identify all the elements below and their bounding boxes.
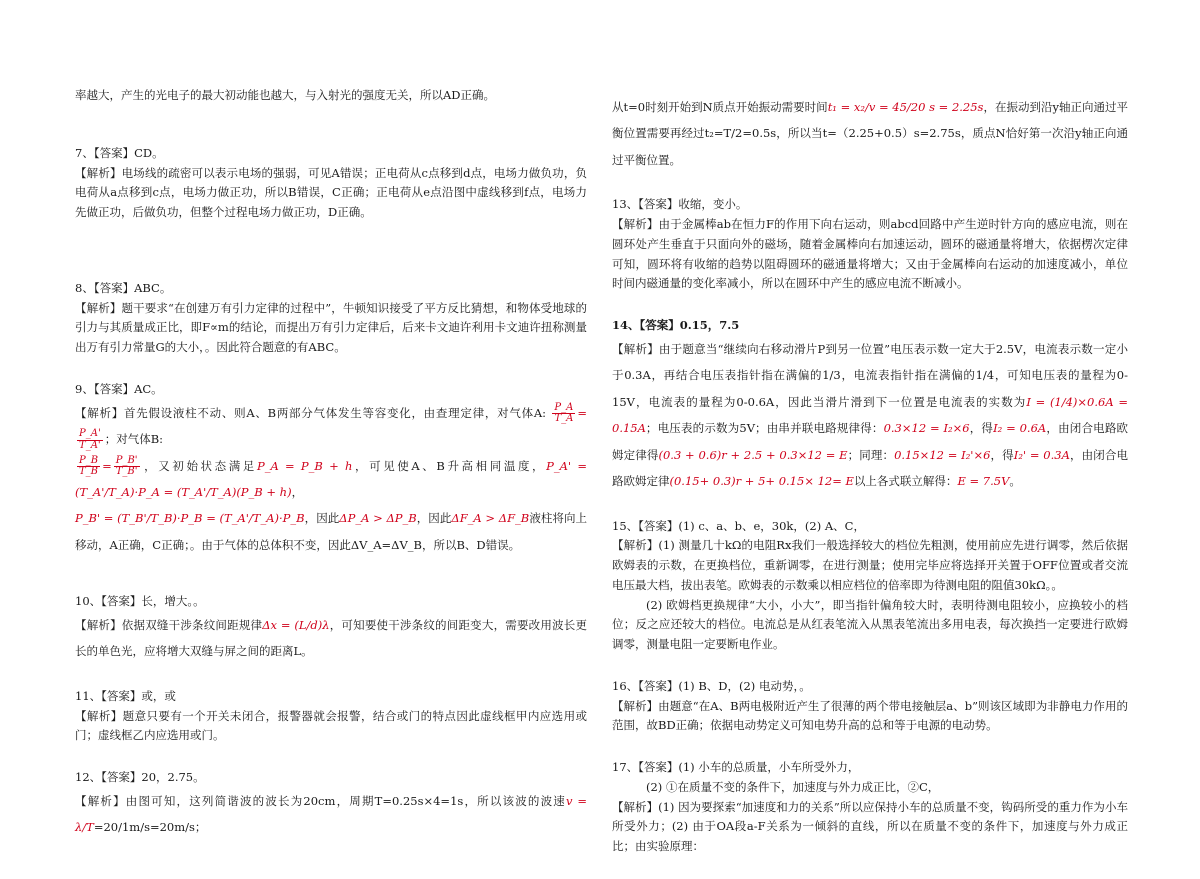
q9-block	[75, 380, 587, 558]
delta-p: ΔP_A > ΔP_B	[339, 511, 417, 526]
right-column	[612, 94, 1128, 879]
eq-2: I₂ = 0.6A	[993, 421, 1047, 436]
q15-analysis-1: 【解析】(1) 测量几十kΩ的电阻Rx我们一般选择较大的档位先粗测，使用前应先进行调零，然后依据欧姆表的示数，在更换档位，重新调零，在进行测量；使用完毕应将选择开关置于OFF位置或者交流电压最大档，拔出表笔。欧姆表的示数乘以相应档位的倍率即为待测电阻的阻值30kΩ。。	[612, 538, 1128, 592]
eq-3: (0.3 + 0.6)r + 2.5 + 0.3×12 = E	[658, 447, 848, 462]
q16-answer: 16、【答案】(1) B、D，(2) 电动势，。	[612, 678, 811, 693]
q11-block	[75, 687, 587, 746]
q11-answer: 11、【答案】或，或	[75, 688, 176, 703]
eq-b-left: $\frac{P\_B}{T\_B}$	[79, 454, 99, 478]
current-i: I = (1/4)×0.6A = 0.15A	[612, 394, 1128, 436]
q12-analysis: 【解析】由图可知，这列简谐波的波长为20cm，周期T=0.25s×4=1s，所以该波的波速v = λ/T=20/1m/s=20m/s；	[75, 793, 587, 835]
q17-answer: 17、【答案】(1) 小车的总质量，小车所受外力，	[612, 760, 860, 775]
time-t1: t₁ = x₂/v = 45/20 s = 2.25s	[827, 100, 984, 114]
q9-answer: 9、【答案】AC。	[75, 381, 163, 396]
eq-5: I₂' = 0.3A	[1013, 447, 1070, 462]
q10-analysis: 【解析】依据双缝干涉条纹间距规律Δx = (L/d)λ，可知要使干涉条纹的间距变大，需要改用波长更长的单色光，应将增大双缝与屏之间的距离L。	[75, 618, 587, 659]
delta-f: ΔF_A > ΔF_B	[451, 511, 530, 526]
q12-continued	[612, 94, 1128, 173]
q9-analysis-3: P_B' = (T_B'/T_B)·P_B = (T_A'/T_A)·P_B，因此ΔP_A > ΔP_B，因此ΔF_A > ΔF_B液柱将向上移动，A正确，C正确；。由于气体的总体积不变，因此ΔV_A=ΔV_B，所以B、D错误。	[75, 511, 588, 552]
q15-answer: 15、【答案】(1) c、a、b、e，30k，(2) A、C，	[612, 518, 865, 533]
q8-block	[75, 279, 587, 358]
q13-analysis: 【解析】由于金属棒ab在恒力F的作用下向右运动，则abcd回路中产生逆时针方向的感应电流，则在圆环处产生垂直于只面向外的磁场，随着金属棒向右加速运动，圆环的磁通量将增大，依据楞次定律可知，圆环将有收缩的趋势以阻碍圆环的磁通量将增大；又由于金属棒向右运动的加速度减小，单位时间内磁通量的变化率减小，所以在圆环中产生的感应电流不断减小。	[612, 217, 1128, 291]
q11-analysis: 【解析】题意只要有一个开关未闭合，报警器就会报警，结合或门的特点因此虚线框甲内应选用或门；虚线框乙内应选用或门。	[75, 708, 587, 743]
q9-analysis-1: 【解析】首先假设液柱不动、则A、B两部分气体发生等容变化，由查理定律，对气体A: $\frac{P\_A}{T\_A}$ = $\frac{P\_A'}{T\_A'}$ ；对气体B:	[75, 401, 588, 451]
q15-block	[612, 517, 1128, 655]
left-column	[75, 86, 587, 863]
wave-speed: v = λ/T	[75, 793, 587, 835]
q17-sub-answer: (2) ①在质量不变的条件下，加速度与外力成正比，②C，	[646, 779, 940, 794]
eq-4: 0.15×12 = I₂'×6	[894, 447, 991, 462]
q17-block	[612, 758, 1128, 857]
q17-analysis: 【解析】(1) 因为要探索“加速度和力的关系”所以应保持小车的总质量不变，钩码所受的重力作为小车所受外力；(2) 由于OA段a-F关系为一倾斜的直线，所以在质量不变的条件下，加速度与外力成正比；由实验原理：	[612, 799, 1128, 854]
q10-block	[75, 592, 587, 665]
q12-block	[75, 768, 587, 841]
q14-analysis: 【解析】由于题意当“继续向右移动滑片P到另一位置”电压表示数一定大于2.5V，电流表示数一定小于0.3A，再结合电压表指针指在满偏的1/3，电流表指针指在满偏的1/4，可知电压表的量程为0-15V，电流表的量程为0-0.6A，因此当滑片滑到下一位置是电流表的实数为I = (1/4)×0.6A = 0.15A；电压表的示数为5V；由串并联电路规律得：0.3×12 = I₂×6，得I₂ = 0.6A，由闭合电路欧姆定律得(0.3 + 0.6)r + 2.5 + 0.3×12 = E；同理：0.15×12 = I₂'×6，得I₂' = 0.3A，由闭合电路欧姆定律(0.15+ 0.3)r + 5+ 0.15× 12= E以上各式联立解得：E = 7.5V。	[612, 341, 1129, 489]
q8-answer: 8、【答案】ABC。	[75, 280, 172, 295]
eq-a-left: $\frac{P\_A}{T\_A}$	[554, 401, 574, 425]
pa-expression: P_A' = (T_A'/T_A)·P_A = (T_A'/T_A)(P_B + h)	[75, 458, 587, 499]
pb-expression: P_B' = (T_B'/T_B)·P_B = (T_A'/T_A)·P_B	[75, 511, 305, 526]
eq-b-right: $\frac{P\_B'}{T\_B'}$	[115, 454, 138, 478]
q7-analysis: 【解析】电场线的疏密可以表示电场的强弱，可见A错误；正电荷从c点移到d点，电场力做负功，负电荷从a点移到c点，电场力做正功，所以B错误，C正确；正电荷从e点沿图中虚线移到f点，电场力先做正功，后做负功，但整个过程电场力做正功，D正确。	[75, 165, 587, 220]
q14-block	[612, 316, 1128, 494]
q6-tail	[75, 86, 587, 106]
q7-block	[75, 144, 587, 223]
q15-analysis-2: (2) 欧姆档更换规律“大小，小大”，即当指针偏角较大时，表明待测电阻较小，应换较小的档位；反之应还较大的档位。电流总是从红表笔流入从黑表笔流出多用电表，每次换挡一定要进行欧姆调零，测量电阻一定要断电作业。	[612, 597, 1128, 652]
q10-answer: 10、【答案】长，增大。。	[75, 594, 205, 609]
eq-a-right: $\frac{P\_A'}{T\_A'}$	[79, 428, 101, 451]
eq-6: (0.15+ 0.3)r + 5+ 0.15× 12= E	[669, 474, 854, 489]
q16-block	[612, 677, 1128, 736]
q13-block	[612, 195, 1128, 294]
q16-analysis: 【解析】由题意“在A、B两电极附近产生了很薄的两个带电接触层a、b”则该区域即为非静电力作用的范围，故BD正确；依据电动势定义可知电势升高的总和等于电源的电动势。	[612, 698, 1128, 733]
q14-answer: 14、【答案】0.15，7.5	[612, 318, 740, 333]
q12-analysis-cont: 从t=0时刻开始到N质点开始振动需要时间t₁ = x₂/v = 45/20 s = 2.25s，在振动到沿y轴正向通过平衡位置需要再经过t₂=T/2=0.5s，所以当t=（2.25+0.5）s=2.75s，质点N恰好第一次沿y轴正向通过平衡位置。	[612, 100, 1128, 167]
init-condition: P_A = P_B + h	[256, 458, 353, 473]
eq-1: 0.3×12 = I₂×6	[883, 421, 970, 436]
q9-analysis-2: $\frac{P\_B}{T\_B}$ = $\frac{P\_B'}{T\_B'}$ ，又初始状态满足P_A = P_B + h，可见使A、B升高相同温度，P_A' = (T_A'/T_A)·P_A = (T_A'/T_A)(P_B + h)，	[75, 454, 587, 499]
q13-answer: 13、【答案】收缩，变小。	[612, 197, 748, 212]
eq-7: E = 7.5V	[957, 474, 1010, 489]
q6-analysis-tail: 率越大，产生的光电子的最大初动能也越大，与入射光的强度无关，所以AD正确。	[75, 88, 496, 102]
q7-answer: 7、【答案】CD。	[75, 145, 164, 160]
fringe-formula: Δx = (L/d)λ	[262, 618, 330, 633]
q8-analysis: 【解析】题干要求“在创建万有引力定律的过程中”，牛顿知识接受了平方反比猜想，和物体受地球的引力与其质量成正比，即F∝m的结论，而提出万有引力定律后，后来卡文迪许利用卡文迪许扭称测量出万有引力常量G的大小，。因此符合题意的有ABC。	[75, 300, 587, 355]
q12-answer: 12、【答案】20，2.75。	[75, 770, 205, 785]
